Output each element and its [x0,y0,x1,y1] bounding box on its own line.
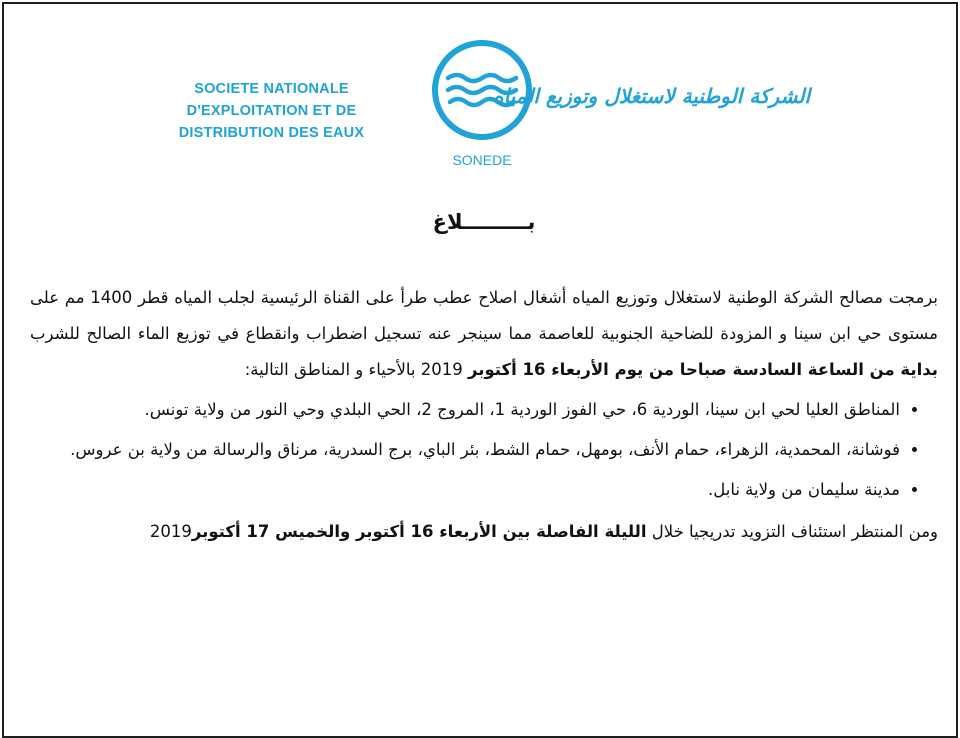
closing-bold-date: الليلة الفاصلة بين الأربعاء 16 أكتوبر والخميس 17 أكتوبر [191,522,647,541]
intro-bold-date: بداية من الساعة السادسة صباحا من يوم الأربعاء 16 أكتوبر [467,360,938,379]
intro-text: برمجت مصالح الشركة الوطنية لاستغلال وتوزيع المياه أشغال اصلاح عطب طرأ على القناة الرئيسية لجلب المياه قطر 1400 مم على مستوى حي ابن سينا و المزودة للضاحية الجنوبية للعاصمة مما سينجر عنه تسجيل اضطراب وانقطاع في توزيع الماء الصالح للشرب [30,288,938,343]
notice-frame [2,2,958,738]
list-item: • فوشانة، المحمدية، الزهراء، حمام الأنف، بومهل، حمام الشط، بئر الباي، برج السدرية، مرناق والرسالة من ولاية بن عروس. [30,432,900,468]
letterhead [4,4,956,184]
affected-areas-list [30,392,938,508]
closing-tail: 2019 [149,522,192,541]
company-name-french: SOCIETE NATIONALE D'EXPLOITATION ET DE DISTRIBUTION DES EAUX [178,81,365,141]
closing-paragraph [30,514,938,550]
intro-paragraph [30,280,938,388]
closing-text: ومن المنتظر استئناف التزويد تدريجيا خلال [646,522,938,541]
notice-title: بـــــــــلاغ [432,210,536,234]
notice-body [30,280,938,550]
company-name-arabic: الشركة الوطنية لاستغلال وتوزيع المياه [493,84,810,108]
intro-tail: 2019 بالأحياء و المناطق التالية: [244,360,468,379]
logo-caption: SONEDE [452,152,512,168]
list-item: • المناطق العليا لحي ابن سينا، الوردية 6، حي الفوز الوردية 1، المروج 2، الحي البلدي وحي النور من ولاية تونس. [30,392,900,428]
list-item: • مدينة سليمان من ولاية نابل. [30,472,900,508]
